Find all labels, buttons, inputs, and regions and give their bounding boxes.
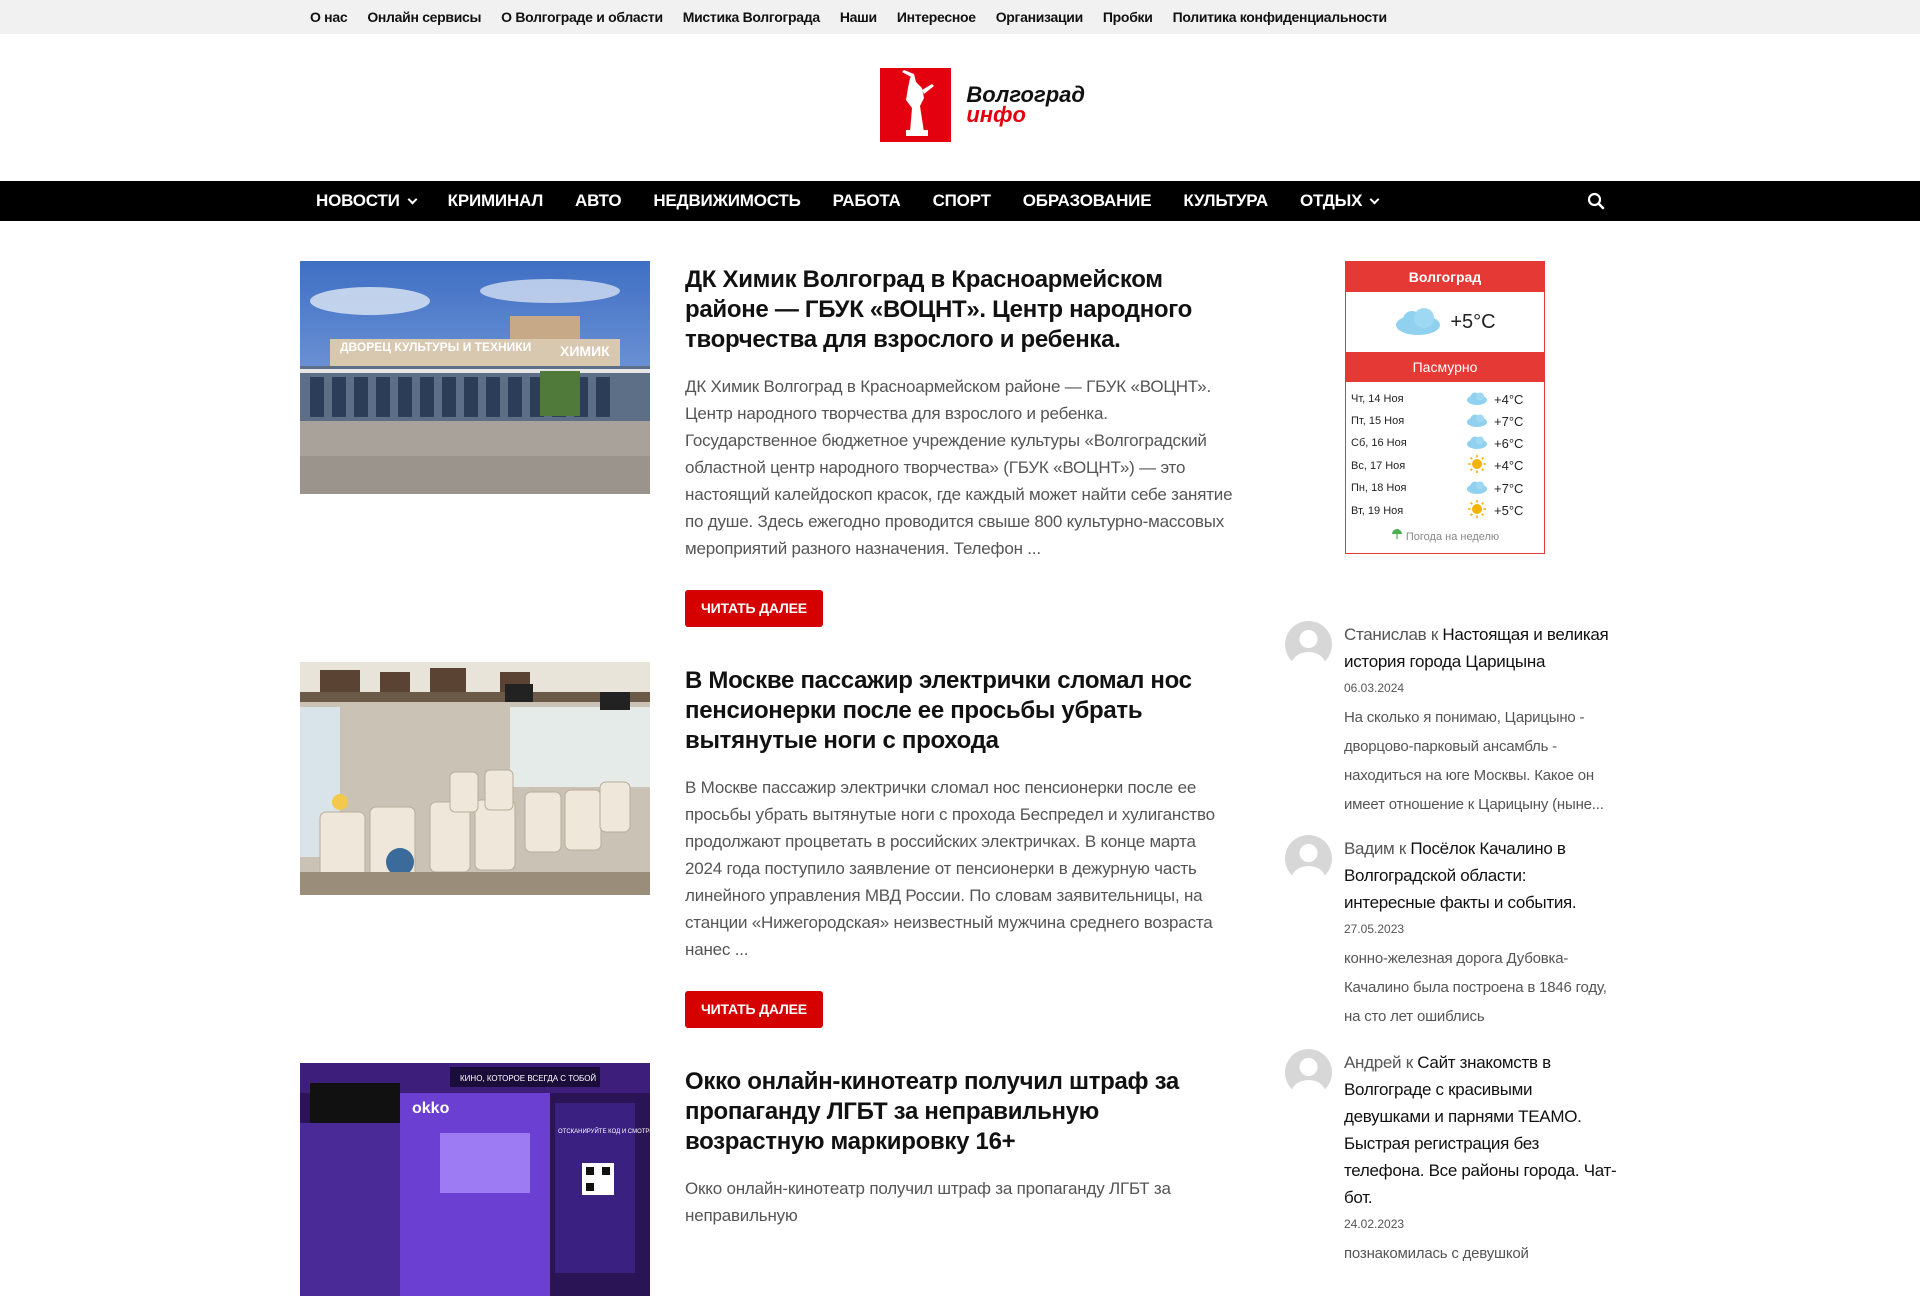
cloud-icon [1466,480,1488,494]
cloud-icon [1466,413,1488,427]
comment-text: На сколько я понимаю, Царицыно - дворцово-парковый ансамбль - находиться на юге Москвы. Какое он имеет отношение к Царицыну (ныне... [1344,709,1604,813]
article-image[interactable] [300,662,650,895]
weather-city: Волгоград [1346,262,1544,292]
nav-crime[interactable] [448,191,543,211]
comment-separator: к [1394,839,1411,858]
article-content [685,662,1235,1028]
comment-post-link[interactable]: Сайт знакомств в Волгограде с красивыми девушками и парнями TEAMO. Быстрая регистрация без телефона. Все районы города. Чат-бот. [1344,1053,1617,1207]
nav-label: ОБРАЗОВАНИЕ [1022,191,1152,210]
logo-badge-icon [880,68,951,142]
top-nav [310,0,1407,34]
nav-news[interactable] [316,191,416,211]
comment-text: конно-железная дорога Дубовка-Качалино была построена в 1846 году, на сто лет ошиблись [1344,950,1607,1025]
sun-icon [1467,499,1487,519]
forecast-day: Вс, 17 Ноя [1351,459,1406,472]
weather-forecast [1346,388,1544,522]
comment-author: Станислав [1344,625,1427,644]
logo-text [966,82,1085,127]
forecast-day: Пт, 15 Ноя [1351,415,1405,427]
topnav-about[interactable]: О нас [310,9,348,25]
cloud-icon [1394,307,1442,337]
topnav-interesting[interactable]: Интересное [896,9,976,25]
forecast-row [1346,499,1544,522]
article-excerpt: Окко онлайн-кинотеатр получил штраф за пропаганду ЛГБТ за неправильную [685,1179,1171,1225]
avatar [1285,1049,1332,1096]
comment-author: Андрей [1344,1053,1402,1072]
chevron-down-icon [1370,194,1380,204]
forecast-temp: +6°C [1494,435,1524,451]
article-excerpt: В Москве пассажир электрички сломал нос пенсионерки после ее просьбы убрать вытянутые ноги с прохода Беспредел и хулиганство продолжают процветать в российских электричках. В конце марта 2024 года поступило заявление от пенсионерки в дежурную часть линейного управления МВД России. По словам заявительницы, на станции «Нижегородская» неизвестный мужчина среднего возраста нанес ... [685,778,1215,959]
article-excerpt: ДК Химик Волгоград в Красноармейском районе — ГБУК «ВОЦНТ». Центр народного творчества для взрослого и ребенка. Государственное бюджетное учреждение культуры «Волгоградский областной центр народного творчества» (ГБУК «ВОЦНТ») — это настоящий калейдоскоп красок, где каждый может найти себе занятие по душе. Здесь ежегодно проводится свыше 800 культурно-массовых мероприятий разного назначения. Телефон ... [685,377,1233,558]
nav-label: ОТДЫХ [1299,191,1363,210]
article-content [685,1063,1235,1229]
top-bar [0,0,1920,34]
weather-condition: Пасмурно [1346,352,1544,382]
forecast-day: Сб, 16 Ноя [1351,437,1407,449]
site-logo[interactable] [880,68,1085,142]
forecast-row [1346,432,1544,454]
topnav-privacy[interactable]: Политика конфиденциальности [1172,9,1387,25]
weather-widget[interactable] [1345,261,1545,554]
nav-education[interactable] [1023,191,1152,211]
nav-leisure[interactable] [1300,191,1378,211]
cloud-icon [1466,391,1488,405]
topnav-organizations[interactable]: Организации [995,9,1083,25]
chevron-down-icon [407,194,417,204]
comment-separator: к [1401,1053,1418,1072]
forecast-row [1346,410,1544,432]
weather-footer-label: Погода на неделю [1405,531,1500,543]
comment-text: познакомилась с девушкой [1344,1245,1529,1262]
nav-jobs[interactable] [833,191,901,211]
forecast-row [1346,477,1544,499]
article-content [685,261,1235,627]
nav-label: НОВОСТИ [316,191,400,210]
comment-date: 27.05.2023 [1344,922,1405,936]
forecast-day: Чт, 14 Ноя [1351,393,1404,405]
avatar [1285,621,1332,668]
forecast-day: Пн, 18 Ноя [1351,482,1407,494]
nav-auto[interactable] [575,191,621,211]
nav-label: КУЛЬТУРА [1183,191,1268,210]
search-icon[interactable] [1587,192,1605,210]
nav-label: РАБОТА [832,191,901,210]
forecast-temp: +4°C [1494,458,1524,473]
article-title[interactable]: ДК Химик Волгоград в Красноармейском районе — ГБУК «ВОЦНТ». Центр народного творчества для взрослого и ребенка. [685,266,1192,353]
comment-post-link[interactable]: Посёлок Качалино в Волгоградской области: интересные факты и события. [1344,839,1577,912]
nav-realty[interactable] [653,191,800,211]
nav-label: СПОРТ [932,191,991,210]
article-title[interactable]: Окко онлайн-кинотеатр получил штраф за пропаганду ЛГБТ за неправильную возрастную маркировку 16+ [685,1068,1179,1155]
weather-now [1346,292,1544,352]
okko-banner-text: КИНО, КОТОРОЕ ВСЕГДА С ТОБОЙ [460,1074,597,1083]
topnav-about-region[interactable]: О Волгограде и области [501,9,663,25]
topnav-mystic[interactable]: Мистика Волгограда [682,9,820,25]
comment-post-link[interactable]: Настоящая и великая история города Царицына [1344,625,1609,671]
main-nav [0,181,1920,221]
building-name-text: ХИМИК [560,343,610,359]
okko-logo-text: okko [412,1100,450,1117]
topnav-ours[interactable]: Наши [839,9,877,25]
article-image[interactable] [300,1063,719,1296]
comment-separator: к [1426,625,1443,644]
avatar [1285,835,1332,882]
forecast-day: Вт, 19 Ноя [1351,504,1404,517]
building-sign-text: ДВОРЕЦ КУЛЬТУРЫ И ТЕХНИКИ [340,340,532,354]
nav-label: КРИМИНАЛ [447,191,544,210]
sun-icon [1467,454,1487,474]
nav-label: АВТО [575,191,622,210]
comment-date: 06.03.2024 [1344,681,1405,695]
nav-label: НЕДВИЖИМОСТЬ [653,191,801,210]
umbrella-icon [1391,528,1403,540]
okko-qr-text: ОТСКАНИРУЙТЕ КОД И СМОТРИТЕ КИНО ГДЕ УГОДНО [558,1129,719,1135]
nav-sport[interactable] [933,191,991,211]
logo-line1: Волгоград [966,82,1085,107]
topnav-traffic[interactable]: Пробки [1102,9,1153,25]
forecast-temp: +5°C [1494,503,1524,518]
article-image[interactable] [300,261,650,494]
weather-now-temp: +5°C [1450,310,1496,333]
article-title[interactable]: В Москве пассажир электрички сломал нос пенсионерки после ее просьбы убрать вытянутые ноги с прохода [685,667,1192,754]
topnav-online-services[interactable]: Онлайн сервисы [367,9,482,25]
forecast-row [1346,388,1544,410]
comment-author: Вадим [1344,839,1395,858]
cloud-icon [1466,435,1488,449]
read-more-button[interactable]: ЧИТАТЬ ДАЛЕЕ [685,991,823,1028]
weather-footer[interactable] [1346,528,1544,543]
nav-culture[interactable] [1183,191,1268,211]
forecast-temp: +7°C [1494,413,1524,429]
read-more-button[interactable]: ЧИТАТЬ ДАЛЕЕ [685,590,823,627]
logo-line2: инфо [966,102,1026,127]
forecast-row [1346,454,1544,477]
forecast-temp: +7°C [1494,480,1524,496]
comment-date: 24.02.2023 [1344,1217,1405,1231]
forecast-temp: +4°C [1494,391,1524,407]
